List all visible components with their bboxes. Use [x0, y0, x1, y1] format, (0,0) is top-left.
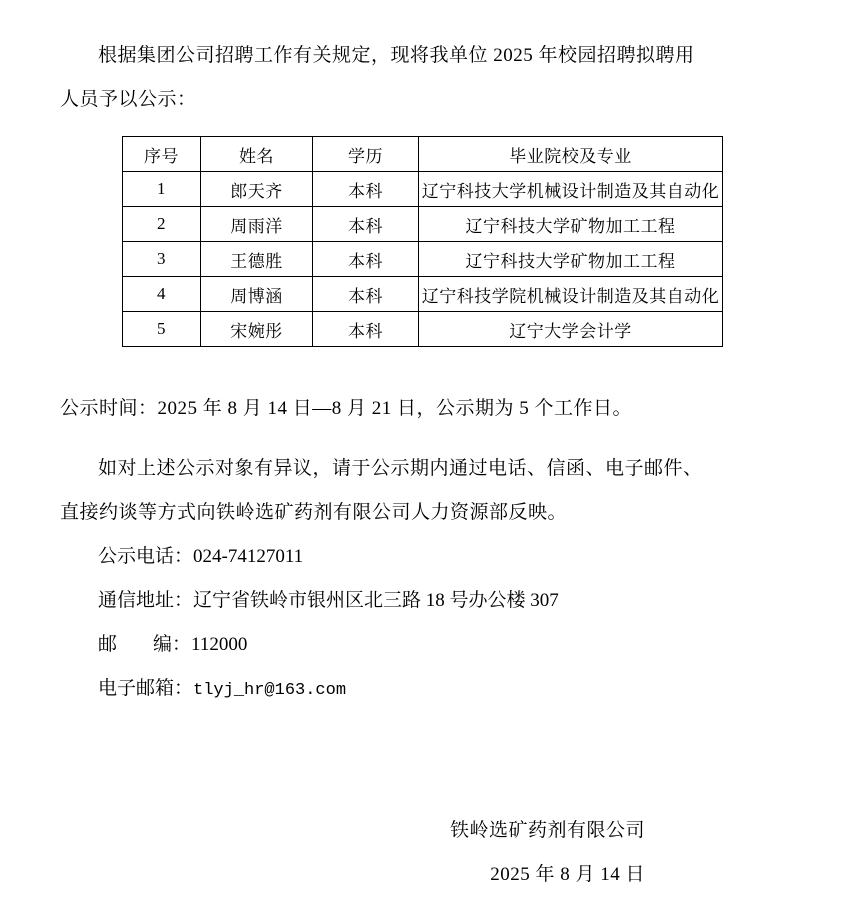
- contact-zip-line: [60, 623, 803, 667]
- cell-school-major: 辽宁科技大学矿物加工工程: [419, 242, 723, 277]
- contact-zip-label-tail: 编：: [153, 634, 192, 655]
- cell-index: 2: [123, 207, 201, 242]
- contact-email-line: [60, 667, 803, 713]
- notice-period-line: 公示时间：2025 年 8 月 14 日—8 月 21 日，公示期为 5 个工作日。: [60, 398, 633, 419]
- intro-paragraph-line-1: 根据集团公司招聘工作有关规定，现将我单位 2025 年校园招聘拟聘用: [98, 45, 695, 66]
- cell-school-major: 辽宁大学会计学: [419, 312, 723, 347]
- signature-date: 2025 年 8 月 14 日: [490, 864, 645, 885]
- signature-block: [60, 809, 803, 897]
- objection-line-1: 如对上述公示对象有异议，请于公示期内通过电话、信函、电子邮件、: [98, 458, 703, 479]
- table-bottom-spacer: [60, 347, 803, 387]
- cell-education: 本科: [313, 172, 419, 207]
- contact-address-line: [60, 579, 803, 623]
- cell-name: 王德胜: [201, 242, 313, 277]
- column-header-name: 姓名: [201, 137, 313, 172]
- contact-phone-label: 公示电话：: [98, 546, 194, 567]
- cell-education: 本科: [313, 207, 419, 242]
- cell-school-major: 辽宁科技大学机械设计制造及其自动化: [419, 172, 723, 207]
- contact-email-value: tlyj_hr@163.com: [193, 681, 347, 700]
- contact-zip-value: 112000: [191, 634, 248, 655]
- table-row: [123, 207, 723, 242]
- intro-paragraph-line-2: 人员予以公示：: [60, 89, 197, 110]
- table-row: [123, 172, 723, 207]
- cell-education: 本科: [313, 312, 419, 347]
- contact-email-label: 电子邮箱：: [98, 678, 194, 699]
- table-row: [123, 277, 723, 312]
- table-header-row: [123, 137, 723, 172]
- candidates-table: [122, 136, 723, 347]
- contact-phone-value: 024-74127011: [193, 546, 304, 567]
- cell-school-major: 辽宁科技大学矿物加工工程: [419, 207, 723, 242]
- contact-phone-line: [60, 535, 803, 579]
- cell-index: 4: [123, 277, 201, 312]
- contact-address-label: 通信地址：: [98, 590, 194, 611]
- signature-company: 铁岭选矿药剂有限公司: [449, 820, 645, 841]
- table-row: [123, 242, 723, 277]
- objection-line-2: 直接约谈等方式向铁岭选矿药剂有限公司人力资源部反映。: [60, 502, 568, 523]
- cell-name: 郎天齐: [201, 172, 313, 207]
- cell-education: 本科: [313, 277, 419, 312]
- cell-education: 本科: [313, 242, 419, 277]
- column-header-education: 学历: [313, 137, 419, 172]
- paragraph-gap: [60, 431, 803, 447]
- cell-index: 1: [123, 172, 201, 207]
- column-header-school-major: 毕业院校及专业: [419, 137, 723, 172]
- table-row: [123, 312, 723, 347]
- cell-name: 周雨洋: [201, 207, 313, 242]
- cell-school-major: 辽宁科技学院机械设计制造及其自动化: [419, 277, 723, 312]
- contact-zip-label: 邮: [98, 634, 118, 655]
- cell-name: 宋婉彤: [201, 312, 313, 347]
- cell-name: 周博涵: [201, 277, 313, 312]
- cell-index: 5: [123, 312, 201, 347]
- contact-address-value: 辽宁省铁岭市银州区北三路 18 号办公楼 307: [193, 590, 559, 611]
- cell-index: 3: [123, 242, 201, 277]
- column-header-index: 序号: [123, 137, 201, 172]
